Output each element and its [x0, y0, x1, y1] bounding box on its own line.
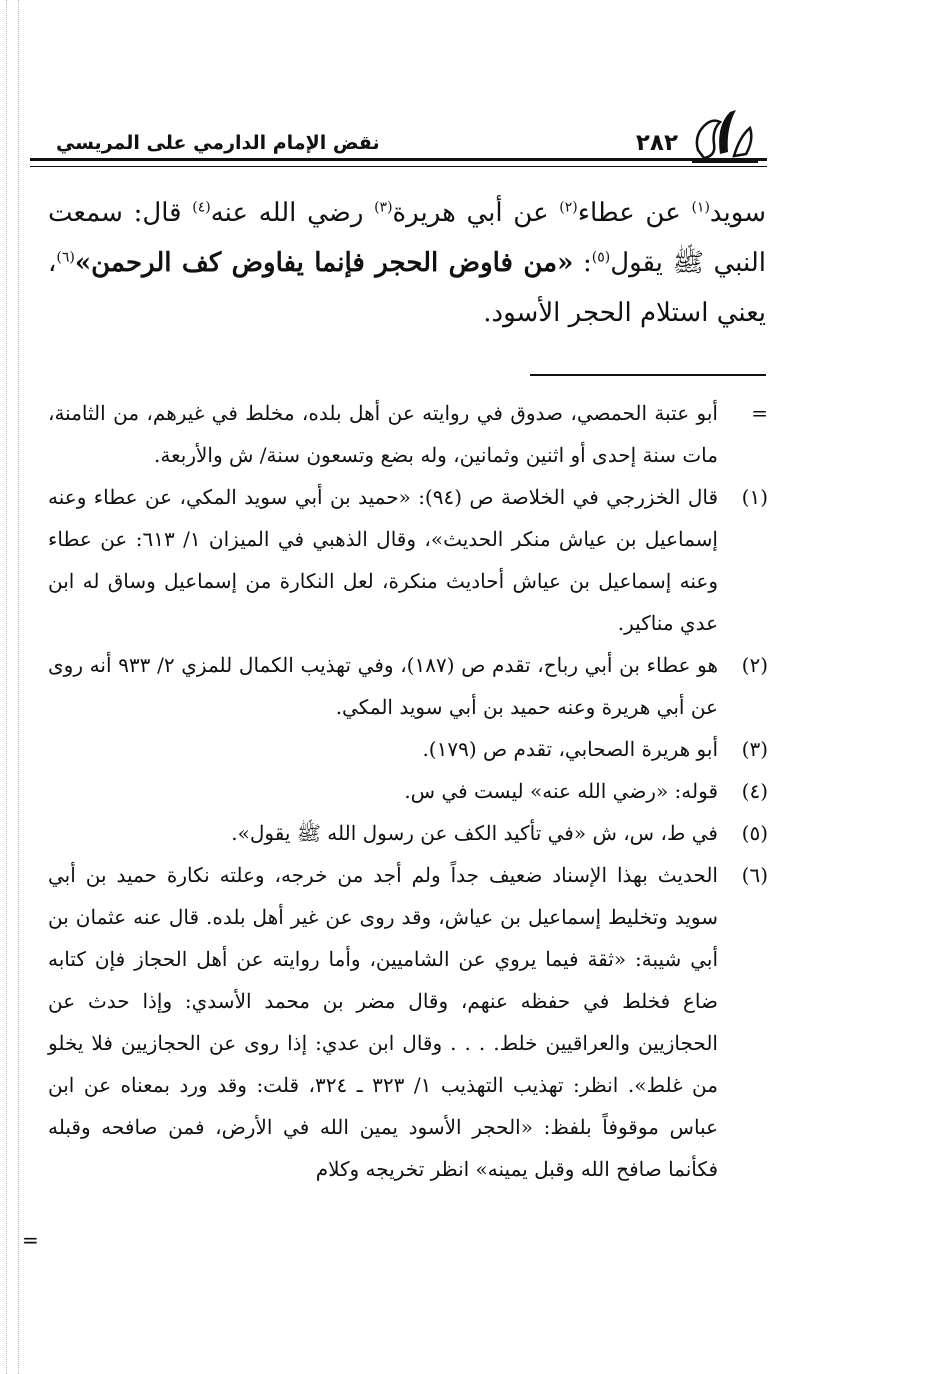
main-paragraph: سويد$^{(١)}$ عن عطاء$^{(٢)}$ عن أبي هريرة$^{(٣)}$ رضي الله عنه$^{(٤)}$ قال: سمعت النبي ﷺ يقول$^{(٥)}$: «من فاوض الحجر فإنما يفاوض كف الرحمن»$^{(٦)}$، يعني استلام الحجر الأسود. [48, 198, 767, 328]
footnote-3 [48, 728, 768, 770]
footnote-number: (٤) [741, 779, 768, 803]
footnote-text: هو عطاء بن أبي رباح، تقدم ص (١٨٧)، وفي تهذيب الكمال للمزي ٢/ ٩٣٣ أنه روى عن أبي هريرة وعنه حميد بن أبي سويد المكي. [48, 653, 718, 719]
footnote-5 [48, 812, 768, 854]
footnote-number: (٢) [741, 653, 768, 677]
footnote-text: قوله: «رضي الله عنه» ليست في س. [404, 779, 718, 803]
hadith-text: «من فاوض الحجر فإنما يفاوض كف الرحمن» [74, 248, 574, 278]
footnote-ref: (٣) [374, 199, 393, 216]
footnote-number: (٣) [741, 737, 768, 761]
page-header [48, 126, 760, 160]
pen-ornament-icon [690, 106, 760, 166]
footnote-text: في ط، س، ش «في تأكيد الكف عن رسول الله ﷺ يقول». [231, 821, 718, 845]
main-text [48, 188, 766, 338]
footnote-2 [48, 644, 768, 728]
footnote-1 [48, 476, 768, 644]
footnote-number: (٦) [741, 863, 768, 887]
footnote-6 [48, 854, 768, 1190]
footnote-ref: (٢) [559, 199, 578, 216]
page-number: ٢٨٢ [635, 130, 678, 156]
footnote-text: قال الخزرجي في الخلاصة ص (٩٤): «حميد بن أبي سويد المكي، عن عطاء وعنه إسماعيل بن عياش منكر الحديث»، وقال الذهبي في الميزان ١/ ٦١٣: عن عطاء وعنه إسماعيل بن عياش أحاديث منكرة، لعل النكارة من إسماعيل وساق له ابن عدي مناكير. [48, 485, 719, 635]
footnote-text: أبو عتبة الحمصي، صدوق في روايته عن أهل بلده، مخلط في غيرهم، من الثامنة، مات سنة إحدى أو اثنين وثمانين، وله بضع وتسعون سنة/ ش والأربعة. [48, 401, 718, 467]
running-title: نقض الإمام الدارمي على المريسي [56, 132, 380, 154]
footnote-number: = [751, 401, 768, 425]
footnote-4 [48, 770, 768, 812]
footnote-ref: (٦) [56, 249, 75, 266]
footnotes [48, 392, 768, 1190]
scan-guide-line [18, 0, 19, 1374]
footnote-continued [48, 392, 768, 476]
continuation-mark: = [22, 1228, 39, 1252]
footnote-separator [530, 374, 766, 376]
footnote-number: (٥) [741, 821, 768, 845]
footnote-text: الحديث بهذا الإسناد ضعيف جداً ولم أجد من خرجه، وعلته نكارة حميد بن أبي سويد وتخليط إسماعيل بن عياش، وقد روى عن غير أهل بلده. قال عنه عثمان بن أبي شيبة: «ثقة فيما يروي عن الشاميين، وأما روايته عن أهل الحجاز فإن كتابه ضاع فخلط في حفظه عنهم، وقال مضر بن محمد الأسدي: وإذا حدث عن الحجازيين والعراقيين خلط. . . . وقال ابن عدي: إذا روى عن الحجازيين فلا يخلو من غلط». انظر: تهذيب التهذيب ١/ ٣٢٣ ـ ٣٢٤، قلت: وقد ورد بمعناه عن ابن عباس موقوفاً بلفظ: «الحجر الأسود يمين الله في الأرض، فمن صافحه وقبله فكأنما صافح الله وقبل يمينه» انظر تخريجه وكلام [48, 863, 719, 1181]
footnote-ref: (٥) [591, 249, 611, 266]
footnote-ref: (٤) [192, 199, 211, 216]
footnote-ref: (١) [691, 199, 710, 216]
scan-guide-line [6, 0, 7, 1374]
footnote-number: (١) [741, 485, 768, 509]
header-rule [30, 158, 767, 167]
footnote-text: أبو هريرة الصحابي، تقدم ص (١٧٩). [422, 737, 718, 761]
